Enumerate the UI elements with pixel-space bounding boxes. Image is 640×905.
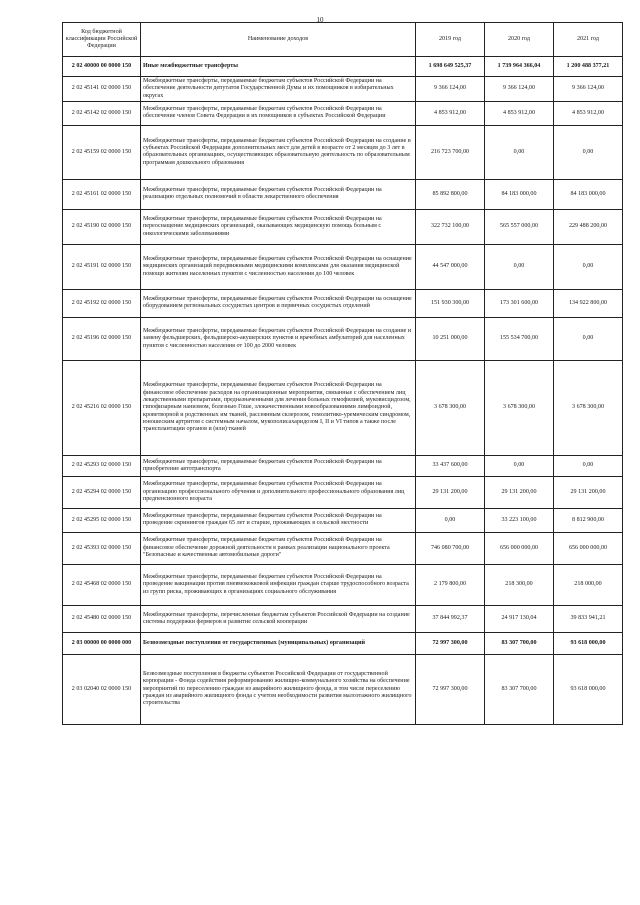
row-name: Межбюджетные трансферты, передаваемые бюджетам субъектов Российской Федерации на создание и замену фельдшерских, фельдшерско-акушерских пунктов и врачебных амбулаторий для населенных пунктов с численностью населения от 100 до 2000 человек	[141, 317, 416, 360]
row-code: 2 02 45480 02 0000 150	[63, 605, 141, 632]
row-value-2019: 72 997 300,00	[416, 632, 485, 654]
row-value-2019: 3 678 300,00	[416, 360, 485, 455]
row-code: 2 02 45159 02 0000 150	[63, 125, 141, 179]
row-value-2020: 218 300,00	[485, 564, 554, 605]
table-row	[63, 564, 623, 605]
row-name: Межбюджетные трансферты, передаваемые бюджетам субъектов Российской Федерации на создание в субъектах Российской Федерации дополнительных мест для детей в возрасте от 2 месяцев до 3 лет в образовательных организациях, осуществляющих образовательную деятельность по образовательным программам дошкольного образования	[141, 125, 416, 179]
row-code: 2 03 02040 02 0000 150	[63, 654, 141, 724]
row-value-2021: 134 922 800,00	[554, 289, 623, 317]
row-value-2019: 4 853 912,00	[416, 101, 485, 125]
row-name: Безвозмездные поступления в бюджеты субъектов Российской Федерации от государственной корпорации - Фонда содействия реформированию жилищно-коммунального хозяйства на обеспечение мероприятий по переселению граждан из аварийного жилищного фонда, в том числе переселению граждан из аварийного жилищного фонда с учетом необходимости развития малоэтажного жилищного строительства	[141, 654, 416, 724]
table-row	[63, 57, 623, 77]
table-row	[63, 179, 623, 209]
row-value-2020: 0,00	[485, 244, 554, 289]
row-value-2020: 3 678 300,00	[485, 360, 554, 455]
row-value-2021: 4 853 912,00	[554, 101, 623, 125]
row-value-2021: 8 812 900,00	[554, 508, 623, 532]
row-value-2019: 85 892 800,00	[416, 179, 485, 209]
row-code: 2 02 45468 02 0000 150	[63, 564, 141, 605]
row-name: Межбюджетные трансферты, передаваемые бюджетам субъектов Российской Федерации на финансовое обеспечение расходов на организационные мероприятия, связанные с обеспечением лиц лекарственными препаратами, предназначенными для лечения больных гемофилией, муковисцидозом, гипофизарным нанизмом, болезнью Гоше, злокачественными новообразованиями лимфоидной, кроветворной и родственных им тканей, рассеянным склерозом, гемолитико-уремическим синдромом, юношеским артритом с системным началом, мукополисахаридозом I, II и VI типов а также после трансплантации органов и (или) тканей	[141, 360, 416, 455]
row-code: 2 02 45293 02 0000 150	[63, 455, 141, 476]
row-value-2019: 37 844 992,37	[416, 605, 485, 632]
row-value-2021: 93 618 000,00	[554, 632, 623, 654]
row-code: 2 02 45295 02 0000 150	[63, 508, 141, 532]
table-row	[63, 77, 623, 102]
table-row	[63, 360, 623, 455]
row-value-2019: 44 547 000,00	[416, 244, 485, 289]
header-2019: 2019 год	[416, 23, 485, 57]
row-name: Безвозмездные поступления от государственных (муниципальных) организаций	[141, 632, 416, 654]
row-value-2020: 83 307 700,00	[485, 654, 554, 724]
row-value-2021: 39 833 941,21	[554, 605, 623, 632]
row-code: 2 02 45294 02 0000 150	[63, 476, 141, 508]
row-value-2020: 0,00	[485, 125, 554, 179]
row-name: Межбюджетные трансферты, передаваемые бюджетам субъектов Российской Федерации на оснащение медицинских организаций передвижными медицинскими комплексами для оказания медицинской помощи жителям населенных пунктов с численностью населения до 100 человек	[141, 244, 416, 289]
header-2021: 2021 год	[554, 23, 623, 57]
row-value-2021: 9 366 124,00	[554, 77, 623, 102]
row-code: 2 02 45190 02 0000 150	[63, 209, 141, 244]
row-value-2019: 322 732 100,00	[416, 209, 485, 244]
row-name: Межбюджетные трансферты, передаваемые бюджетам субъектов Российской Федерации на переоснащение медицинских организаций, оказывающих медицинскую помощь больным с онкологическими заболеваниями	[141, 209, 416, 244]
row-value-2019: 9 366 124,00	[416, 77, 485, 102]
row-code: 2 02 45196 02 0000 150	[63, 317, 141, 360]
row-value-2021: 93 618 000,00	[554, 654, 623, 724]
row-value-2021: 0,00	[554, 125, 623, 179]
row-name: Межбюджетные трансферты, перечисленные бюджетам субъектов Российской Федерации на создание системы поддержки фермеров и развитие сельской кооперации	[141, 605, 416, 632]
table-header-row	[63, 23, 623, 57]
row-value-2019: 33 437 600,00	[416, 455, 485, 476]
header-name: Наименование доходов	[141, 23, 416, 57]
row-value-2020: 33 223 100,00	[485, 508, 554, 532]
row-value-2019: 72 997 300,00	[416, 654, 485, 724]
row-name: Межбюджетные трансферты, передаваемые бюджетам субъектов Российской Федерации на приобретение автотранспорта	[141, 455, 416, 476]
page-number: 10	[316, 16, 324, 24]
row-name: Межбюджетные трансферты, передаваемые бюджетам субъектов Российской Федерации на оснащение оборудованием региональных сосудистых центров и первичных сосудистых отделений	[141, 289, 416, 317]
row-value-2020: 83 307 700,00	[485, 632, 554, 654]
row-name: Межбюджетные трансферты, передаваемые бюджетам субъектов Российской Федерации на реализацию отдельных полномочий в области лекарственного обеспечения	[141, 179, 416, 209]
row-value-2021: 3 678 300,00	[554, 360, 623, 455]
table-row	[63, 317, 623, 360]
row-value-2021: 218 000,00	[554, 564, 623, 605]
row-value-2019: 10 251 000,00	[416, 317, 485, 360]
table-row	[63, 125, 623, 179]
row-value-2020: 565 557 000,00	[485, 209, 554, 244]
row-value-2021: 0,00	[554, 455, 623, 476]
row-value-2020: 84 183 000,00	[485, 179, 554, 209]
row-code: 2 02 45141 02 0000 150	[63, 77, 141, 102]
row-code: 2 02 45192 02 0000 150	[63, 289, 141, 317]
row-value-2021: 29 131 200,00	[554, 476, 623, 508]
table-row	[63, 289, 623, 317]
header-code: Код бюджетной классификации Российской Федерации	[63, 23, 141, 57]
row-value-2020: 155 534 700,00	[485, 317, 554, 360]
row-code: 2 02 45191 02 0000 150	[63, 244, 141, 289]
table-row	[63, 654, 623, 724]
table-row	[63, 244, 623, 289]
table-row	[63, 209, 623, 244]
row-value-2019: 746 080 700,00	[416, 532, 485, 564]
row-value-2020: 9 366 124,00	[485, 77, 554, 102]
table-row	[63, 508, 623, 532]
row-name: Межбюджетные трансферты, передаваемые бюджетам субъектов Российской Федерации на организацию профессионального обучения и дополнительного профессионального образования лиц предпенсионного возраста	[141, 476, 416, 508]
row-value-2020: 24 917 130,04	[485, 605, 554, 632]
row-value-2021: 656 000 000,00	[554, 532, 623, 564]
row-code: 2 02 45142 02 0000 150	[63, 101, 141, 125]
row-value-2020: 29 131 200,00	[485, 476, 554, 508]
row-value-2020: 173 301 600,00	[485, 289, 554, 317]
header-2020: 2020 год	[485, 23, 554, 57]
row-value-2019: 29 131 200,00	[416, 476, 485, 508]
table-row	[63, 532, 623, 564]
row-code: 2 03 00000 00 0000 000	[63, 632, 141, 654]
table-row	[63, 101, 623, 125]
row-name: Межбюджетные трансферты, передаваемые бюджетам субъектов Российской Федерации на финансовое обеспечение дорожной деятельности в рамках реализации национального проекта "Безопасные и качественные автомобильные дороги"	[141, 532, 416, 564]
row-value-2019: 0,00	[416, 508, 485, 532]
row-code: 2 02 45216 02 0000 150	[63, 360, 141, 455]
row-value-2021: 0,00	[554, 317, 623, 360]
row-name: Межбюджетные трансферты, передаваемые бюджетам субъектов Российской Федерации на проведение вакцинации против пневмококковой инфекции граждан старше трудоспособного возраста из групп риска, проживающих в организациях социального обслуживания	[141, 564, 416, 605]
row-value-2021: 0,00	[554, 244, 623, 289]
table-row	[63, 632, 623, 654]
row-value-2021: 1 200 488 377,21	[554, 57, 623, 77]
revenue-table	[62, 22, 623, 725]
row-value-2020: 1 739 964 366,04	[485, 57, 554, 77]
table-row	[63, 605, 623, 632]
row-value-2019: 151 930 300,00	[416, 289, 485, 317]
table-row	[63, 476, 623, 508]
row-name: Иные межбюджетные трансферты	[141, 57, 416, 77]
row-code: 2 02 45161 02 0000 150	[63, 179, 141, 209]
row-value-2019: 2 179 800,00	[416, 564, 485, 605]
row-name: Межбюджетные трансферты, передаваемые бюджетам субъектов Российской Федерации на обеспечение членов Совета Федерации и их помощников в субъектах Российской Федерации	[141, 101, 416, 125]
row-value-2020: 4 853 912,00	[485, 101, 554, 125]
row-value-2020: 656 000 000,00	[485, 532, 554, 564]
row-code: 2 02 45393 02 0000 150	[63, 532, 141, 564]
row-value-2021: 84 183 000,00	[554, 179, 623, 209]
row-value-2021: 229 488 200,00	[554, 209, 623, 244]
row-name: Межбюджетные трансферты, передаваемые бюджетам субъектов Российской Федерации на проведение скринингов граждан 65 лет и старше, проживающих в сельской местности	[141, 508, 416, 532]
row-value-2020: 0,00	[485, 455, 554, 476]
row-value-2019: 1 698 649 525,37	[416, 57, 485, 77]
row-code: 2 02 40000 00 0000 150	[63, 57, 141, 77]
table-row	[63, 455, 623, 476]
row-name: Межбюджетные трансферты, передаваемые бюджетам субъектов Российской Федерации на обеспечение деятельности депутатов Государственной Думы и их помощников в избирательных округах	[141, 77, 416, 102]
row-value-2019: 216 723 700,00	[416, 125, 485, 179]
